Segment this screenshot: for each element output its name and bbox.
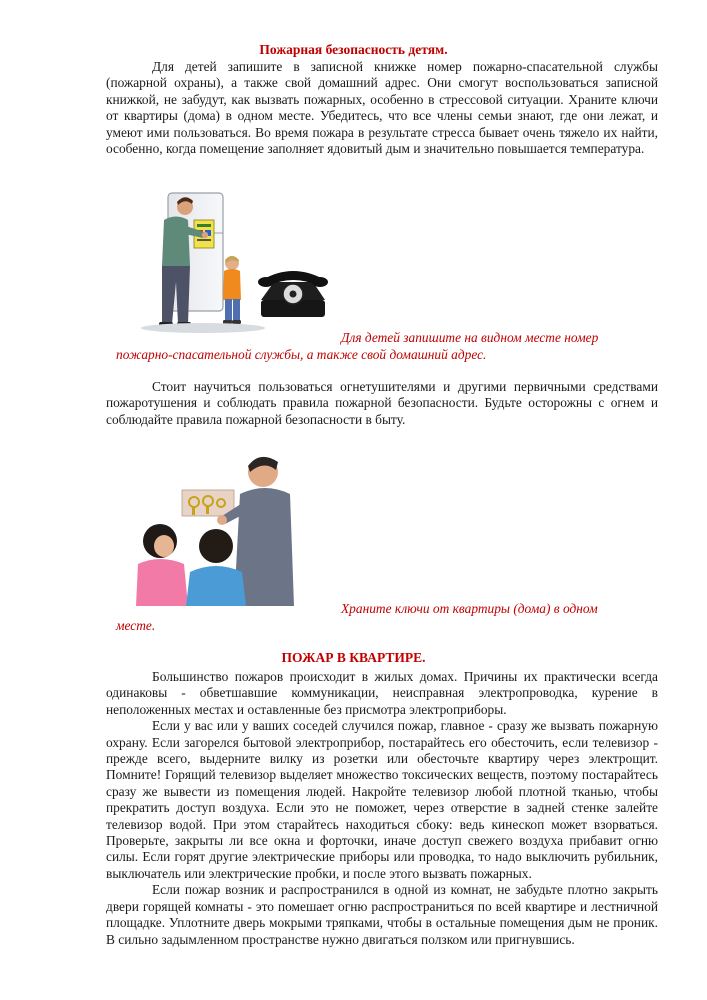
fire-paragraph-1: Большинство пожаров происходит в жилых домах. Причины их практически всегда одинаковы - обветшавшие коммуникации, неисправная электропроводка, курение в неположенных местах и оставленные без присмотра электроприборы. <box>106 669 658 717</box>
father-child-fridge-illustration <box>128 188 343 343</box>
caption-2-line-1: Храните ключи от квартиры (дома) в одном <box>341 601 598 616</box>
extinguisher-text: Стоит научиться пользоваться огнетушителями и другими первичными средствами пожаротушения и соблюдать правила пожарной безопасности. Будьте осторожны с огнем и соблюдайте правила пожарной безопасности в быту. <box>106 379 658 427</box>
section-title-apartment-fire: ПОЖАР В КВАРТИРЕ. <box>281 650 426 665</box>
page-title: Пожарная безопасность детям. <box>259 42 448 57</box>
fire-paragraph-2: Если у вас или у ваших соседей случился пожар, главное - сразу же вызвать пожарную охрану. Если загорелся бытовой электроприбор, постарайтесь его обесточить, если телевизор - прежде всего, выдерните вилку из розетки или обесточьте квартиру через электрощит. Помните! Горящий телевизор выделяет множество токсических веществ, поэтому постарайтесь сразу же вывести из помещения людей. Накройте телевизор любой плотной тканью, чтобы прекратить доступ воздуха. Если это не поможет, через отверстие в задней стенке залейте телевизор водой. При этом старайтесь находиться сбоку: ведь кинескоп может взорваться. Проверьте, закрыты ли все окна и форточки, иначе доступ свежего воздуха прибавит огню силы. Если горят другие электрические приборы или проводка, то надо выключить рубильник, выключатель или электрические пробки, и после этого вызвать пожарных. <box>106 718 658 881</box>
extinguisher-paragraph <box>106 379 658 428</box>
intro-text: Для детей запишите в записной книжке номер пожарно-спасательной службы (пожарной охраны), а также свой домашний адрес. Они смогут воспользоваться записной книжкой, не забудут, как вызвать пожарных, особенно в стрессовой ситуации. Храните ключи от квартиры (дома) в одном месте. Убедитесь, что все члены семьи знают, где они лежат, и умеют ими пользоваться. Во время пожара в результате стресса бывает очень тяжело их найти, особенно, когда помещение заполняет ядовитый дым и значительно повышается температура. <box>106 59 658 157</box>
apartment-fire-section <box>106 669 658 948</box>
caption-1-line-1: Для детей запишите на видном месте номер <box>341 330 599 345</box>
father-keys-children-illustration <box>130 446 345 606</box>
intro-paragraph <box>106 59 658 157</box>
fire-paragraph-3: Если пожар возник и распространился в одной из комнат, не забудьте плотно закрыть двери горящей комнаты - это помешает огню распространиться по всей квартире и лестничной площадке. Уплотните дверь мокрыми тряпками, чтобы в остальные помещения дым не проник. В сильно задымленном пространстве нужно двигаться ползком или пригнувшись. <box>106 882 658 947</box>
caption-1-line-2: пожарно-спасательной службы, а также свой домашний адрес. <box>116 347 487 362</box>
caption-2-line-2: месте. <box>116 618 156 633</box>
